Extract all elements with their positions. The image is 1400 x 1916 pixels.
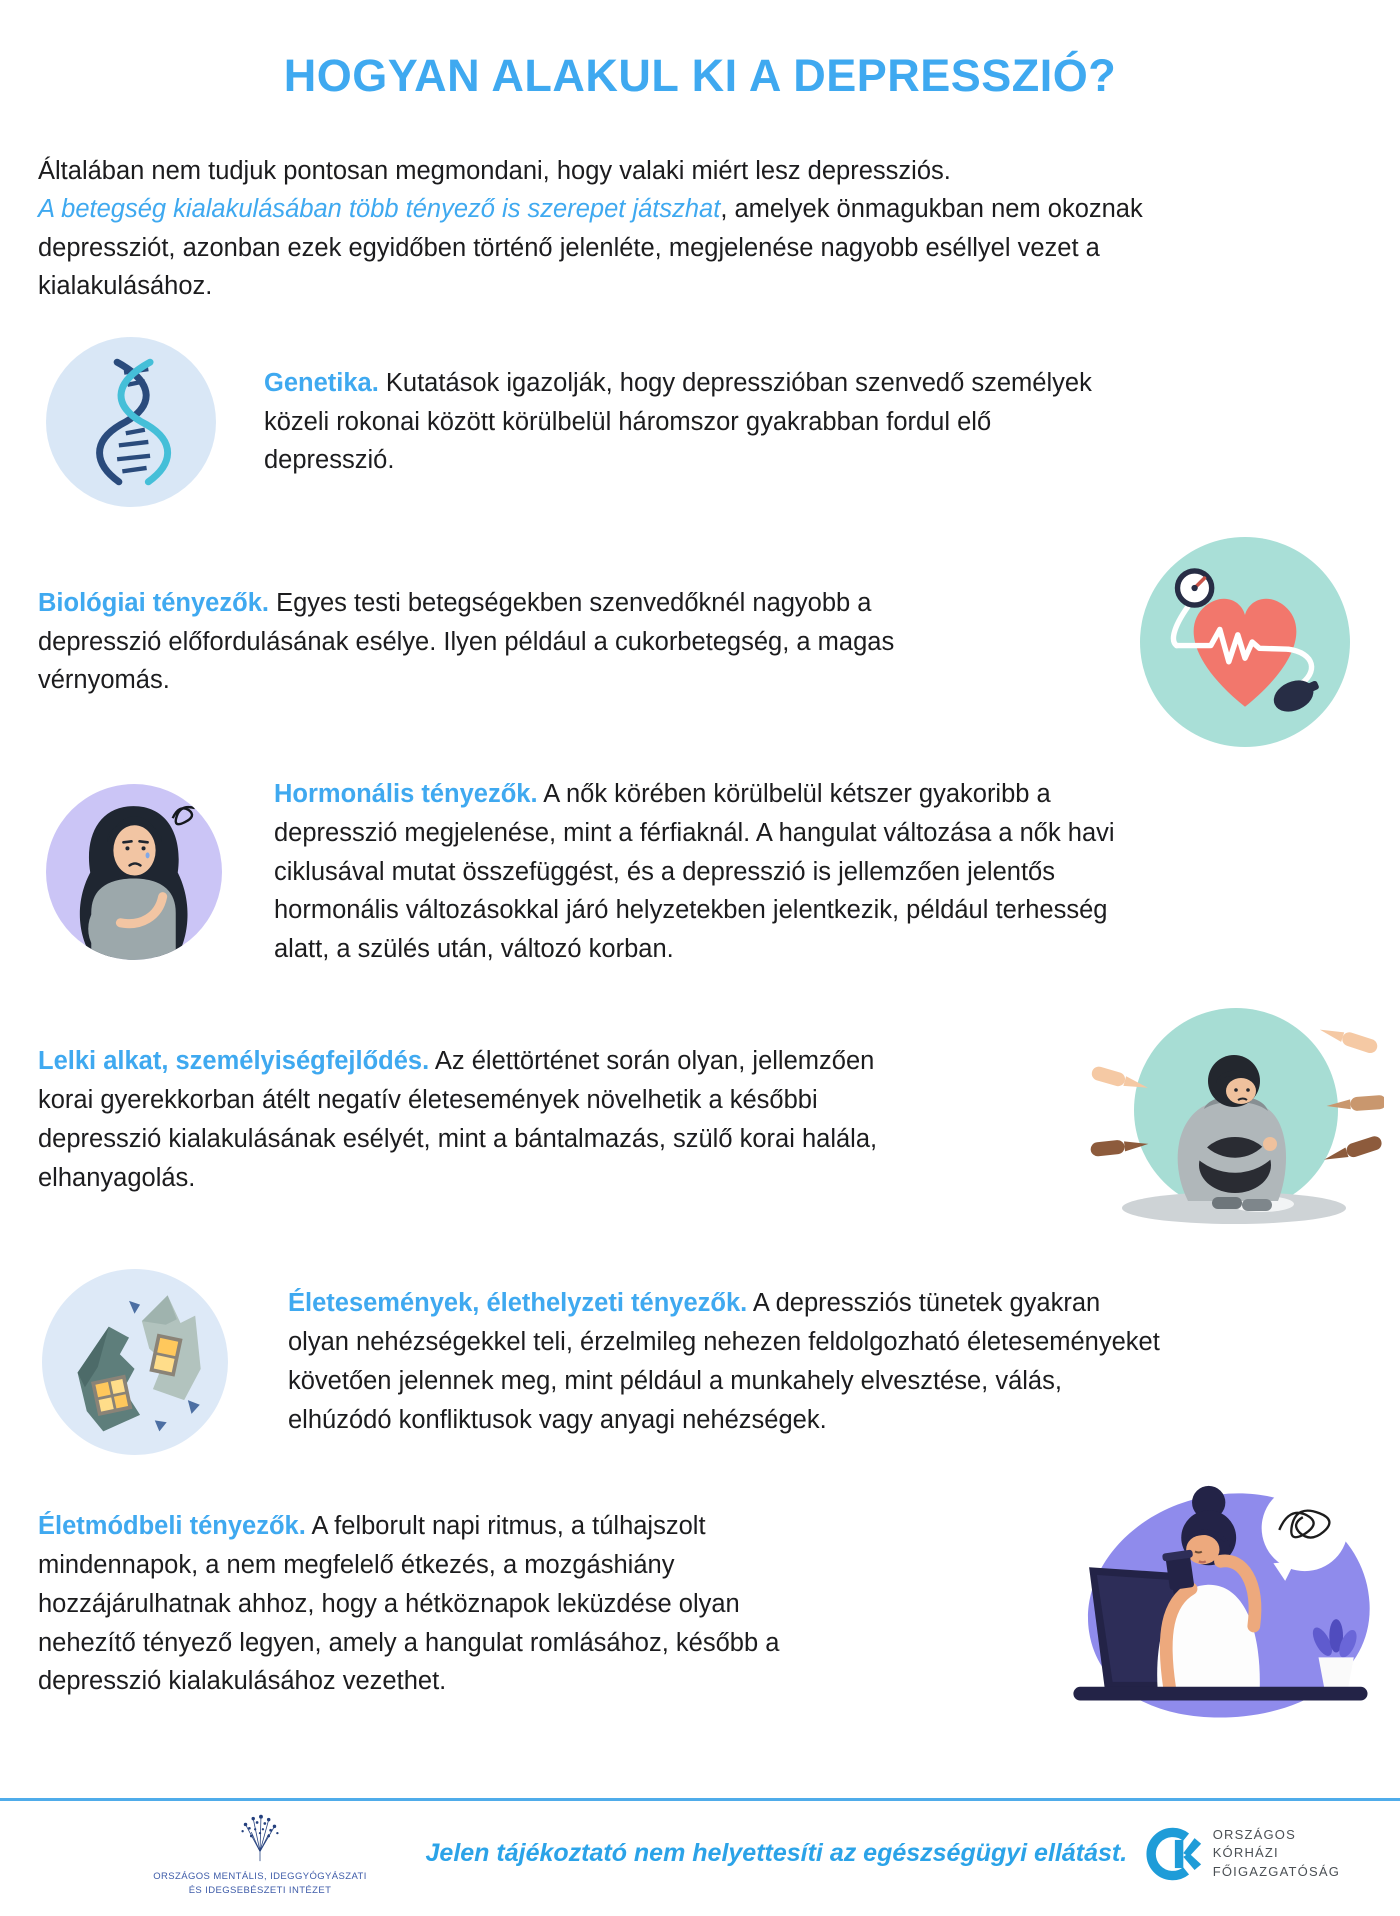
section-heading: Biológiai tényezők.	[38, 588, 269, 617]
page-title: HOGYAN ALAKUL KI A DEPRESSZIÓ?	[283, 50, 1117, 101]
section-heading: Életesemények, élethelyzeti tényezők.	[288, 1289, 748, 1318]
section-text	[38, 1507, 838, 1701]
intro-rest: , amelyek önmagukban nem okoznak depressziót, azonban ezek egyidőben történő jelenléte, megjelenése nagyobb eséllyel vezet a kialakulásához.	[38, 195, 1143, 300]
pointed-at-person-icon	[1084, 995, 1384, 1245]
intro-highlight: A betegség kialakulásában több tényező is szerepet játszhat	[38, 195, 721, 224]
okfo-logo-text-line2: KÓRHÁZI	[1212, 1845, 1279, 1861]
omiii-tree-logo-icon	[224, 1809, 296, 1865]
pregnant-woman-graphic	[46, 784, 222, 960]
pointing-hand	[1318, 1023, 1379, 1055]
bp-pump-bulb	[1269, 672, 1324, 718]
section-eletesemenyek	[0, 1269, 1400, 1455]
section-heading: Lelki alkat, személyiségfejlődés.	[38, 1047, 430, 1076]
section-eletmodbeli	[0, 1477, 1400, 1732]
pregnant-woman-icon	[46, 784, 222, 960]
okfo-logo-text-line3: FŐIGAZGATÓSÁG	[1212, 1863, 1340, 1879]
section-text	[38, 584, 938, 700]
footer	[0, 1798, 1400, 1916]
stressed-woman-graphic	[1051, 1477, 1386, 1727]
dna-helix-graphic	[87, 357, 175, 487]
section-body: Egyes testi betegségekben szenvedőknél nagyobb a depresszió előfordulásának esélye. Ilyen például a cukorbetegség, a magas vérnyomás.	[38, 588, 895, 695]
broken-house-graphic	[50, 1277, 220, 1447]
section-text	[38, 1042, 918, 1197]
omiii-logo	[110, 1809, 410, 1898]
heart-ekg-graphic	[1155, 552, 1335, 732]
section-biologiai	[0, 537, 1400, 747]
okfo-logo	[1143, 1824, 1340, 1884]
section-body: A nők körében körülbelül kétszer gyakoribb a depresszió megjelenése, mint a férfiaknál. A hangulat változása a nők havi ciklusával mutat összefüggést, és a depresszió is jellemzően jelentős hormonális változásokkal járó helyzetekben jelentkezik, például terhesség alatt, a szülés után, változó korban.	[274, 780, 1115, 963]
section-body: A felborult napi ritmus, a túlhajszolt mindennapok, a nem megfelelő étkezés, a mozgáshiány hozzájárulhatnak ahhoz, hogy a hétköznapok leküzdése olyan nehezítő tényező legyen, amely a hangulat romlásához, később a depresszió kialakulásához vezethet.	[38, 1512, 780, 1696]
omiii-logo-text-line1: ORSZÁGOS MENTÁLIS, IDEGGYÓGYÁSZATI	[153, 1871, 367, 1883]
section-body: Az élettörténet során olyan, jellemzően korai gyerekkorban átélt negatív életesemények növelhetik a későbbi depresszió kialakulásának esélyét, mint a bántalmazás, szülő korai halála, elhanyagolás.	[38, 1047, 878, 1192]
section-body: A depressziós tünetek gyakran olyan nehézségekkel teli, érzelmileg nehezen feldolgozható életeseményeket követően jelennek meg, mint például a munkahely elvesztése, válás, elhúzódó konfliktusok vagy anyagi nehézségek.	[288, 1289, 1160, 1434]
section-heading: Életmódbeli tényezők.	[38, 1512, 306, 1541]
section-hormonalis	[0, 775, 1400, 969]
intro-line1: Általában nem tudjuk pontosan megmondani, hogy valaki miért lesz depressziós.	[38, 157, 951, 185]
disclaimer-text: Jelen tájékoztató nem helyettesíti az egészségügyi ellátást.	[425, 1839, 1128, 1867]
omiii-logo-text-line2: ÉS IDEGSEBÉSZETI INTÉZET	[188, 1885, 332, 1896]
intro-paragraph	[38, 152, 1158, 305]
dna-icon	[46, 337, 216, 507]
okfo-logo-text-line1: ORSZÁGOS	[1212, 1827, 1296, 1843]
section-text	[288, 1284, 1168, 1439]
stressed-woman-laptop-icon	[1051, 1477, 1386, 1732]
section-text	[274, 775, 1154, 969]
ck-logo-icon	[1143, 1824, 1203, 1884]
broken-house-icon	[42, 1269, 228, 1455]
section-genetika	[0, 337, 1400, 507]
section-heading: Genetika.	[264, 368, 379, 397]
section-body: Kutatások igazolják, hogy depresszióban szenvedő személyek közeli rokonai között körülbelül háromszor gyakrabban fordul elő depresszió.	[264, 368, 1092, 475]
pointed-at-person-graphic	[1084, 995, 1384, 1240]
section-heading: Hormonális tényezők.	[274, 780, 538, 808]
section-lelki-alkat	[0, 995, 1400, 1245]
heart-blood-pressure-icon	[1140, 537, 1350, 747]
house-window	[91, 1374, 132, 1415]
section-text	[264, 364, 1114, 480]
